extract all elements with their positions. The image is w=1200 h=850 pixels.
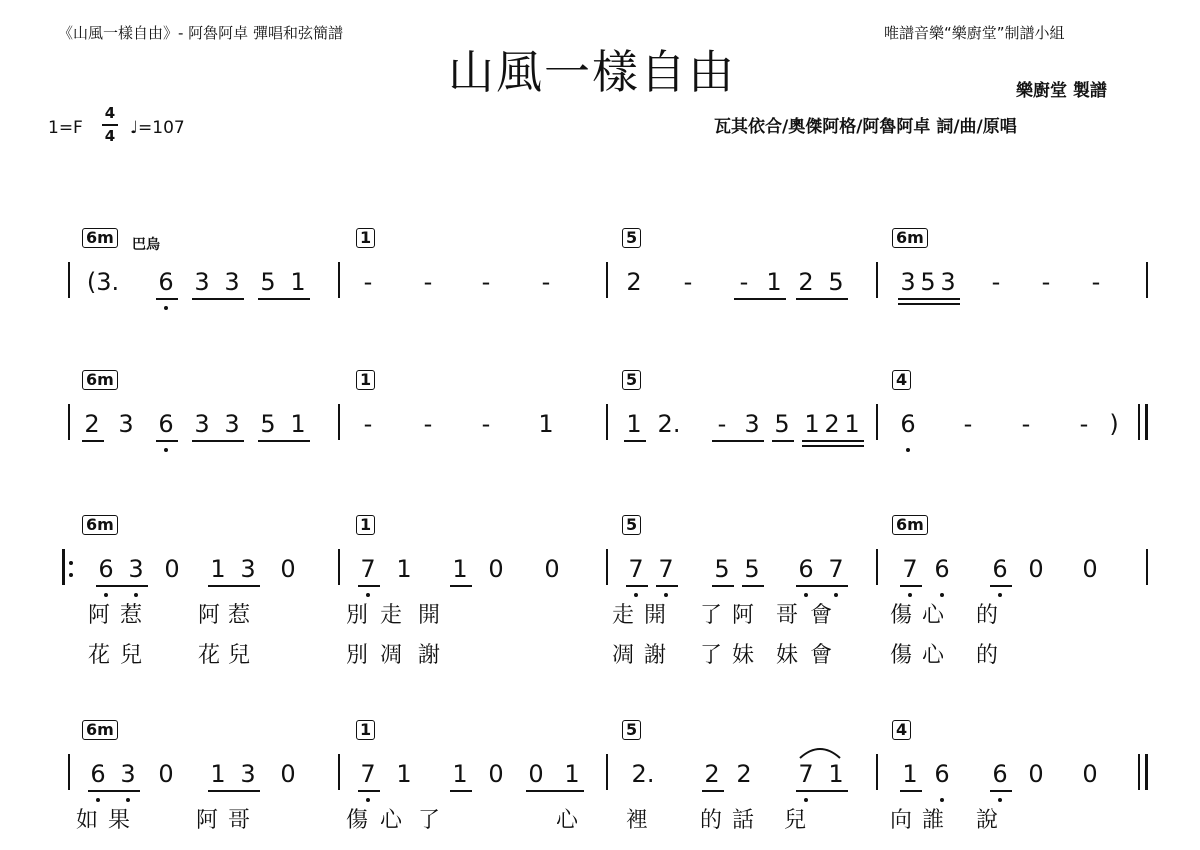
final-barline [1145,754,1148,790]
chord-symbol: 6m [82,228,118,248]
beam-underline [156,440,178,442]
lyric-char: 的 [700,808,723,833]
lyric-char: 哥 [776,603,799,628]
note: - [1021,410,1031,438]
lyric-char: 阿 [88,603,111,628]
note: 7 [360,555,376,583]
beam-underline [450,790,472,792]
note: 0 [280,760,296,788]
note: 6 [900,410,916,438]
barline [606,549,608,585]
beam-underline [208,790,260,792]
beam-underline [796,298,848,300]
octave-dot [164,306,168,310]
note: 1 [766,268,782,296]
octave-dot [908,593,912,597]
beam-underline [702,790,724,792]
note: 2 [84,410,100,438]
note: 1 [290,268,306,296]
note: - [1041,268,1051,296]
barline [68,262,70,298]
note: - [683,268,693,296]
note: 3 [120,760,136,788]
octave-dot [940,798,944,802]
note: 7 [798,760,814,788]
octave-dot [804,798,808,802]
lyric-char: 說 [976,808,999,833]
note: 3 [240,555,256,583]
beam-underline [82,440,104,442]
note: 6 [798,555,814,583]
note: 6 [158,268,174,296]
chord-symbol: 1 [356,720,375,740]
note: 6 [934,555,950,583]
barline [1146,549,1148,585]
beam-underline [96,585,148,587]
lyric-char: 哥 [228,808,251,833]
lyric-char: 開 [418,603,441,628]
octave-dot [634,593,638,597]
note: - [481,410,491,438]
note: 2 [824,410,840,438]
note: - [1079,410,1089,438]
tempo: ♩=107 [130,118,185,138]
note: - [423,268,433,296]
barline [1146,262,1148,298]
note: 1 [804,410,820,438]
lyric-char: 心 [380,808,403,833]
barline [876,754,878,790]
beam-underline [526,790,584,792]
beam-underline [898,303,960,305]
note: 6 [934,760,950,788]
lyric-char: 向 [890,808,913,833]
note: 0 [280,555,296,583]
note: - [363,268,373,296]
note: - [991,268,1001,296]
note: ) [1109,410,1119,438]
note: 6 [90,760,106,788]
lyric-char: 兒 [784,808,807,833]
beam-underline [742,585,764,587]
note: 1 [902,760,918,788]
octave-dot [134,593,138,597]
beam-underline [192,440,244,442]
note: 7 [360,760,376,788]
note: 0 [158,760,174,788]
beam-underline [772,440,794,442]
beam-underline [802,445,864,447]
beam-underline [358,790,380,792]
note: - [363,410,373,438]
note: 5 [774,410,790,438]
note: 3 [224,410,240,438]
beam-underline [712,585,734,587]
lyric-char: 凋 [380,643,403,668]
barline [338,549,340,585]
key-signature: 1=F [48,118,83,138]
note: 2 [736,760,752,788]
barline [68,404,70,440]
note: 7 [828,555,844,583]
beam-underline [258,298,310,300]
barline [606,754,608,790]
note: 1 [396,760,412,788]
lyric-char: 阿 [196,808,219,833]
lyric-char: 會 [810,643,833,668]
beam-underline [156,298,178,300]
note: 0 [1028,760,1044,788]
chord-symbol: 1 [356,370,375,390]
barline [68,754,70,790]
barline [876,404,878,440]
instrument-label: 巴烏 [132,237,160,253]
beam-underline [712,440,764,442]
octave-dot [126,798,130,802]
beam-underline [192,298,244,300]
chord-symbol: 1 [356,515,375,535]
beam-underline [450,585,472,587]
beam-underline [734,298,786,300]
note: 2. [657,410,681,438]
barline [606,262,608,298]
lyric-char: 如 [76,808,99,833]
beam-underline [208,585,260,587]
note: 1 [396,555,412,583]
chord-symbol: 4 [892,370,911,390]
octave-dot [664,593,668,597]
lyric-char: 了 [700,643,723,668]
octave-dot [906,448,910,452]
note: 3 [194,410,210,438]
note: 1 [538,410,554,438]
lyric-char: 惹 [120,603,143,628]
lyric-char: 心 [922,603,945,628]
octave-dot [834,593,838,597]
note: - [717,410,727,438]
barline [876,549,878,585]
beam-underline [796,790,848,792]
beam-underline [796,585,848,587]
lyric-char: 阿 [732,603,755,628]
note: 2 [704,760,720,788]
note: 1 [210,760,226,788]
lyric-char: 了 [700,603,723,628]
beam-underline [900,790,922,792]
lyric-char: 果 [108,808,131,833]
lyric-char: 會 [810,603,833,628]
beam-underline [898,298,960,300]
note: 0 [164,555,180,583]
note: - [963,410,973,438]
final-barline [1138,754,1140,790]
lyric-char: 的 [976,603,999,628]
barline [338,404,340,440]
note: - [541,268,551,296]
chord-symbol: 6m [892,228,928,248]
note: 6 [158,410,174,438]
note: 1 [844,410,860,438]
octave-dot [940,593,944,597]
lyric-char: 花 [88,643,111,668]
chord-symbol: 5 [622,228,641,248]
note: 1 [452,555,468,583]
lyric-char: 兒 [228,643,251,668]
note: 0 [544,555,560,583]
lyric-char: 傷 [890,643,913,668]
note: 3 [118,410,134,438]
beam-underline [88,790,140,792]
octave-dot [366,593,370,597]
repeat-barline [62,549,65,585]
octave-dot [366,798,370,802]
note: 3 [128,555,144,583]
note: 0 [528,760,544,788]
lyric-char: 開 [644,603,667,628]
beam-underline [990,585,1012,587]
lyric-char: 凋 [612,643,635,668]
beam-underline [626,585,648,587]
chord-symbol: 5 [622,370,641,390]
note: 5 [714,555,730,583]
lyric-char: 傷 [890,603,913,628]
chord-symbol: 1 [356,228,375,248]
arranger: 樂廚堂 製譜 [1016,81,1107,101]
lyric-char: 了 [418,808,441,833]
lyric-char: 裡 [626,808,649,833]
octave-dot [96,798,100,802]
note: 5 [744,555,760,583]
note: 3 [194,268,210,296]
note: 0 [488,555,504,583]
note: 1 [828,760,844,788]
beam-underline [990,790,1012,792]
song-title: 山風一樣自由 [448,45,736,99]
chord-symbol: 4 [892,720,911,740]
note: 6 [992,760,1008,788]
octave-dot [998,798,1002,802]
lyric-char: 兒 [120,643,143,668]
note: 0 [1082,555,1098,583]
beam-underline [656,585,678,587]
lyric-char: 謝 [418,643,441,668]
lyric-char: 走 [380,603,403,628]
lyric-char: 心 [922,643,945,668]
chord-symbol: 6m [82,515,118,535]
lyric-char: 阿 [198,603,221,628]
lyric-char: 妹 [732,643,755,668]
note: 3 [240,760,256,788]
beam-underline [358,585,380,587]
beam-underline [258,440,310,442]
lyric-char: 誰 [922,808,945,833]
note: 7 [628,555,644,583]
lyric-char: 謝 [644,643,667,668]
note: 0 [1028,555,1044,583]
chord-symbol: 6m [82,370,118,390]
lyric-char: 走 [612,603,635,628]
lyric-char: 妹 [776,643,799,668]
lyric-char: 的 [976,643,999,668]
octave-dot [998,593,1002,597]
chord-symbol: 6m [82,720,118,740]
note: 6 [992,555,1008,583]
note: 2 [626,268,642,296]
beam-underline [900,585,922,587]
credits: 瓦其依合/奧傑阿格/阿魯阿卓 詞/曲/原唱 [714,117,1017,137]
barline [606,404,608,440]
note: 5 [260,268,276,296]
note: 2 [798,268,814,296]
lyric-char: 話 [732,808,755,833]
octave-dot [164,448,168,452]
octave-dot [804,593,808,597]
note: 7 [902,555,918,583]
lyric-char: 傷 [346,808,369,833]
chord-symbol: 6m [892,515,928,535]
note: 6 [98,555,114,583]
octave-dot [104,593,108,597]
beam-underline [802,440,864,442]
tie-arc [796,740,856,760]
barline [338,754,340,790]
note: 1 [626,410,642,438]
lyric-char: 心 [556,808,579,833]
time-signature-top: 4 [104,104,116,122]
beam-underline [624,440,646,442]
note: 7 [658,555,674,583]
barline [876,262,878,298]
lyric-char: 花 [198,643,221,668]
note: 3 [224,268,240,296]
note: - [423,410,433,438]
note: - [739,268,749,296]
note: 3 [744,410,760,438]
note: 2. [631,760,655,788]
note: (3. [86,268,120,296]
note: 1 [564,760,580,788]
note: - [1091,268,1101,296]
studio-name: 唯譜音樂“樂廚堂”制譜小組 [884,24,1065,42]
note: 1 [210,555,226,583]
barline [338,262,340,298]
lyric-char: 別 [346,643,369,668]
final-barline [1145,404,1148,440]
note: 1 [290,410,306,438]
note: 3 [940,268,956,296]
note: 5 [828,268,844,296]
chord-symbol: 5 [622,515,641,535]
lyric-char: 別 [346,603,369,628]
source-note: 《山風一樣自由》- 阿魯阿卓 彈唱和弦簡譜 [58,24,343,42]
note: 0 [1082,760,1098,788]
note: 5 [920,268,936,296]
time-signature-bottom: 4 [104,127,116,145]
lyric-char: 惹 [228,603,251,628]
final-barline [1138,404,1140,440]
note: - [481,268,491,296]
chord-symbol: 5 [622,720,641,740]
note: 3 [900,268,916,296]
note: 1 [452,760,468,788]
note: 0 [488,760,504,788]
note: 5 [260,410,276,438]
